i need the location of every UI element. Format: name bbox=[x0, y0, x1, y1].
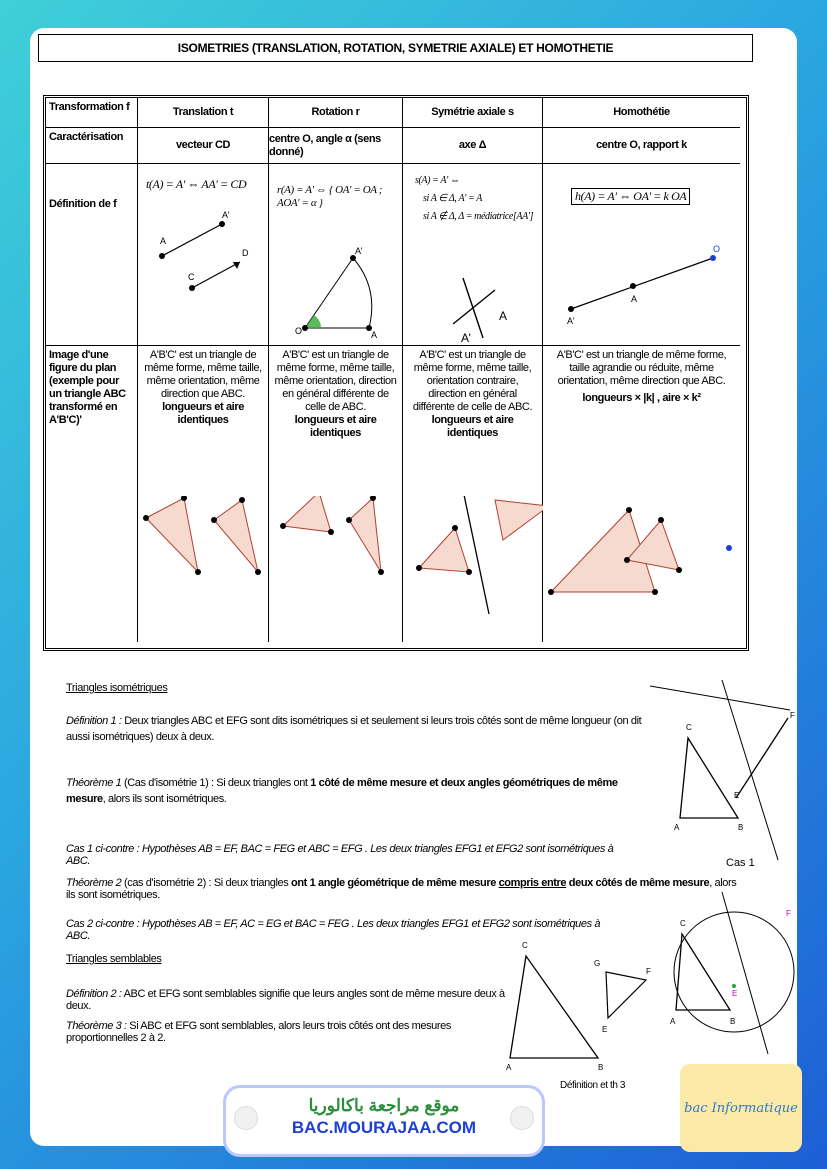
svg-text:E: E bbox=[734, 791, 740, 800]
translation-triangles bbox=[138, 496, 269, 636]
row-label-transformation: Transformation f bbox=[46, 98, 138, 128]
image-symetrie bbox=[403, 346, 543, 642]
carac-translation: vecteur CD bbox=[138, 128, 269, 164]
col-header-symetrie: Symétrie axiale s bbox=[403, 98, 543, 128]
definition-1 bbox=[66, 713, 646, 745]
col-header-translation: Translation t bbox=[138, 98, 269, 128]
section-title-semblables: Triangles semblables bbox=[66, 953, 162, 965]
image-rotation-text: A'B'C' est un triangle de même forme, même taille, même orientation, direction en général différente de celle de ABC. bbox=[274, 349, 397, 413]
rotation-triangles bbox=[269, 496, 403, 636]
image-rotation-emphasis: longueurs et aire identiques bbox=[294, 414, 377, 439]
svg-text:C: C bbox=[188, 272, 195, 282]
badge-text: bac Informatique bbox=[684, 1100, 798, 1116]
image-rotation bbox=[269, 346, 403, 642]
svg-text:D: D bbox=[242, 248, 249, 258]
svg-text:B: B bbox=[598, 1063, 604, 1072]
row-label-image: Image d'une figure du plan (exemple pour un triangle ABC transformé en A'B'C)' bbox=[46, 346, 138, 642]
theoreme-1 bbox=[66, 775, 646, 807]
def-symetrie-line2: si A ∈ Δ, A' = A bbox=[423, 193, 483, 204]
carac-homothetie: centre O, rapport k bbox=[543, 128, 740, 164]
carac-rotation: centre O, angle α (sens donné) bbox=[269, 128, 403, 164]
row-label-definition: Définition de f bbox=[46, 164, 138, 346]
def-translation bbox=[138, 164, 269, 346]
svg-text:A': A' bbox=[222, 210, 229, 220]
theoreme-2-text-a: (cas d'isométrie 2) : Si deux triangles bbox=[123, 877, 289, 889]
symetrie-triangles bbox=[403, 496, 543, 636]
theoreme-2-end: , alors ils sont isométriques. bbox=[66, 877, 737, 901]
translation-figure bbox=[138, 164, 269, 346]
footer-banner[interactable] bbox=[226, 1088, 542, 1154]
def-homothetie bbox=[543, 164, 740, 346]
def-symetrie bbox=[403, 164, 543, 346]
svg-text:C: C bbox=[680, 919, 686, 928]
image-symetrie-text: A'B'C' est un triangle de même forme, même taille, orientation contraire, direction en général différente de celle de ABC. bbox=[412, 349, 533, 413]
col-header-rotation: Rotation r bbox=[269, 98, 403, 128]
def-symetrie-line3: si A ∉ Δ, Δ = médiatrice[AA'] bbox=[423, 211, 534, 222]
theoreme-2 bbox=[66, 877, 746, 901]
def-translation-formula: t(A) = A' ⇔ AA' = CD bbox=[146, 177, 247, 191]
transformations-table bbox=[43, 95, 749, 651]
svg-text:B: B bbox=[730, 1017, 736, 1026]
def-rotation bbox=[269, 164, 403, 346]
theoreme-3-label: Théorème 3 : bbox=[66, 1020, 127, 1032]
definition-th3-caption: Définition et th 3 bbox=[560, 1080, 626, 1091]
semblables-figure bbox=[498, 940, 658, 1080]
homothetie-figure bbox=[543, 164, 740, 346]
theoreme-3 bbox=[66, 1020, 506, 1044]
definition-1-text: Deux triangles ABC et EFG sont dits isométriques si et seulement si leurs trois côtés sont de même longueur (on dit aussi isométriques) deux à deux. bbox=[66, 715, 642, 743]
svg-text:A: A bbox=[160, 236, 166, 246]
homothetie-triangles bbox=[543, 496, 740, 636]
image-translation-emphasis: longueurs et aire identiques bbox=[162, 401, 244, 426]
footer-arabic: موقع مراجعة باكالوريا bbox=[308, 1096, 460, 1115]
def-homothetie-formula: h(A) = A' ⇔ OA' = k OA bbox=[571, 188, 690, 205]
def-symetrie-line1: s(A) = A' ⇔ bbox=[415, 175, 460, 186]
svg-text:A: A bbox=[674, 823, 680, 832]
svg-text:A: A bbox=[499, 309, 507, 323]
definition-2-label: Définition 2 : bbox=[66, 988, 122, 1000]
theoreme-2-bold2: deux côtés de même mesure bbox=[568, 877, 710, 889]
cas-1-text: Cas 1 ci-contre : Hypothèses AB = EF, BAC = FEG et ABC = EFG . Les deux triangles EFG1 et EFG2 sont isométriques à ABC. bbox=[66, 843, 614, 867]
svg-text:F: F bbox=[790, 711, 795, 720]
def-rotation-formula: r(A) = A' ⇔ { OA' = OA ; AOA' = α } bbox=[277, 184, 382, 209]
carac-symetrie: axe Δ bbox=[403, 128, 543, 164]
svg-text:O: O bbox=[295, 326, 302, 336]
rotation-figure bbox=[269, 164, 403, 346]
theoreme-1-end: , alors ils sont isométriques. bbox=[102, 793, 227, 805]
symetrie-figure bbox=[403, 164, 543, 346]
svg-text:C: C bbox=[522, 941, 528, 950]
logo-right-icon bbox=[510, 1106, 534, 1130]
cas-1-caption: Cas 1 bbox=[726, 857, 755, 869]
svg-text:A': A' bbox=[355, 246, 362, 256]
definition-2 bbox=[66, 988, 506, 1012]
svg-text:E: E bbox=[602, 1025, 608, 1034]
theoreme-3-text: Si ABC et EFG sont semblables, alors leurs trois côtés ont des mesures proportionnelles 2 à 2. bbox=[66, 1020, 451, 1044]
footer-site[interactable]: BAC.MOURAJAA.COM bbox=[291, 1118, 477, 1137]
definition-2-text: ABC et EFG sont semblables signifie que leurs angles sont de même mesure deux à deux. bbox=[66, 988, 505, 1012]
cas-2-figure bbox=[668, 886, 798, 1056]
theoreme-2-label: Théorème 2 bbox=[66, 877, 122, 889]
badge-bac-informatique bbox=[680, 1064, 802, 1152]
svg-text:A: A bbox=[670, 1017, 676, 1026]
image-homothetie-text: A'B'C' est un triangle de même forme, taille agrandie ou réduite, même orientation, même direction que ABC. bbox=[556, 349, 727, 387]
svg-text:B: B bbox=[738, 823, 744, 832]
svg-text:F: F bbox=[646, 967, 651, 976]
image-translation-text: A'B'C' est un triangle de même forme, même taille, même orientation, même direction que ABC. bbox=[144, 349, 262, 400]
svg-text:A': A' bbox=[461, 331, 471, 345]
svg-text:A: A bbox=[631, 294, 637, 304]
svg-text:O: O bbox=[713, 244, 720, 254]
svg-text:A: A bbox=[371, 330, 377, 340]
col-header-homothetie: Homothétie bbox=[543, 98, 740, 128]
row-label-caracterisation: Caractérisation bbox=[46, 128, 138, 164]
theoreme-1-label: Théorème 1 bbox=[66, 777, 122, 789]
image-homothetie bbox=[543, 346, 740, 642]
page-title: ISOMETRIES (TRANSLATION, ROTATION, SYMETRIE AXIALE) ET HOMOTHETIE bbox=[38, 34, 753, 62]
svg-text:A: A bbox=[506, 1063, 512, 1072]
logo-left-icon bbox=[234, 1106, 258, 1130]
theoreme-2-bold1: ont 1 angle géométrique de même mesure bbox=[291, 877, 496, 889]
theoreme-1-bold: 1 côté de même mesure et deux angles géométriques de même mesure bbox=[66, 777, 618, 805]
image-symetrie-emphasis: longueurs et aire identiques bbox=[431, 414, 514, 439]
section-title-isometriques: Triangles isométriques bbox=[66, 682, 168, 694]
theoreme-1-case: (Cas d'isométrie 1) : Si deux triangles ont bbox=[123, 777, 308, 789]
svg-text:G: G bbox=[594, 959, 601, 968]
definition-1-label: Définition 1 : bbox=[66, 715, 122, 727]
svg-text:A': A' bbox=[567, 316, 574, 326]
svg-text:F: F bbox=[786, 909, 791, 918]
image-homothetie-emphasis: longueurs × |k| , aire × k² bbox=[582, 392, 701, 404]
cas-2-text: Cas 2 ci-contre : Hypothèses AB = EF, AC = EG et BAC = FEG . Les deux triangles EFG1 et EFG2 sont isométriques à ABC. bbox=[66, 918, 601, 942]
svg-text:E: E bbox=[732, 989, 738, 998]
theoreme-2-under: compris entre bbox=[498, 877, 567, 889]
image-translation bbox=[138, 346, 269, 642]
cas-1-figure bbox=[650, 680, 800, 870]
svg-text:C: C bbox=[686, 723, 692, 732]
